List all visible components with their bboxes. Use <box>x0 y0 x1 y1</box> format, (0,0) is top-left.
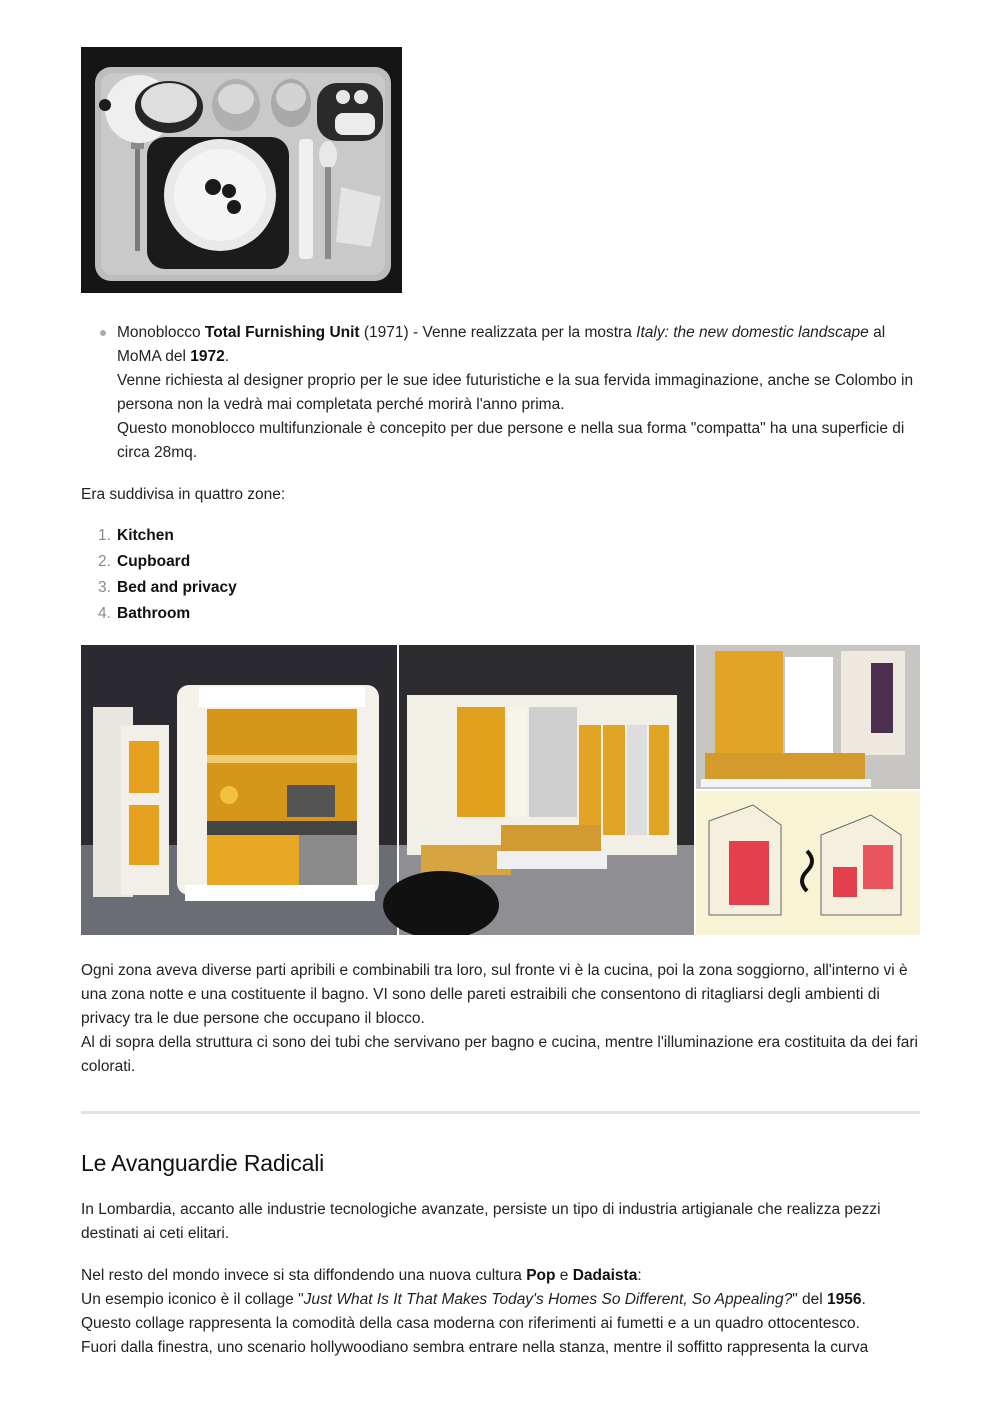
list-item <box>81 601 920 627</box>
text: Questo collage rappresenta la comodità della casa moderna con riferimenti ai fumetti e a un quadro ottocentesco. <box>81 1315 860 1332</box>
text: Fuori dalla finestra, uno scenario hollywoodiano sembra entrare nella stanza, mentre il soffitto rappresenta la curva <box>81 1339 869 1356</box>
list-item <box>81 575 920 601</box>
italic-text: Italy: the new domestic landscape <box>636 324 869 341</box>
zones-list <box>81 523 920 627</box>
description-paragraph <box>81 959 920 1079</box>
furnishing-unit-photos <box>81 645 920 935</box>
bold-text: Total Furnishing Unit <box>204 324 360 341</box>
zone-label: Cupboard <box>117 553 191 570</box>
list-item <box>81 549 920 575</box>
bullet-list <box>81 321 920 465</box>
bold-text: Dadaista <box>572 1267 638 1284</box>
italic-text: Just What Is It That Makes Today's Homes So Different, So Appealing? <box>303 1291 793 1308</box>
document-page <box>81 47 920 1360</box>
bold-text: Pop <box>526 1267 556 1284</box>
text: Venne richiesta al designer proprio per le sue idee futuristiche e la sua fervida immaginazione, anche se Colombo in persona non la vedrà mai completata perché morirà l'anno prima. <box>117 372 914 413</box>
list-number: 1. <box>98 527 111 544</box>
bullet-dot <box>100 330 106 336</box>
section-heading: Le Avanguardie Radicali <box>81 1150 325 1176</box>
isometric-drawing <box>696 791 920 935</box>
pop-paragraph <box>81 1264 920 1360</box>
text: . <box>224 348 230 365</box>
text: Ogni zona aveva diverse parti apribili e combinabili tra loro, sul fronte vi è la cucina, poi la zona soggiorno, all'interno vi è una zona notte e una costituente il bagno. VI sono delle pareti estraibili che consentono di ritagliarsi degli ambienti di privacy tra le due persone che occupano il blocco. <box>81 962 908 1027</box>
text: " del <box>792 1291 828 1308</box>
text: Un esempio iconico è il collage " <box>81 1291 304 1308</box>
beds-photo <box>383 645 694 935</box>
text: Questo monoblocco multifunzionale è concepito per due persone e nella sua forma "compatta" ha una superficie di circa 28mq. <box>117 420 905 461</box>
list-item <box>81 321 920 465</box>
section-divider <box>81 1111 920 1114</box>
list-number: 3. <box>98 579 111 596</box>
list-item <box>81 523 920 549</box>
text: Nel resto del mondo invece si sta diffondendo una nuova cultura <box>81 1267 527 1284</box>
bold-text: 1972 <box>190 348 225 365</box>
text: al MoMA del <box>117 324 886 365</box>
kitchen-photo <box>81 645 397 935</box>
zone-label: Bed and privacy <box>117 579 237 596</box>
zones-intro: Era suddivisa in quattro zone: <box>81 486 286 503</box>
list-number: 2. <box>98 553 111 570</box>
tray-photo <box>81 47 402 293</box>
wardrobe-photo <box>696 645 920 789</box>
text: e <box>555 1267 573 1284</box>
text: . <box>861 1291 866 1308</box>
text: (1971) - Venne realizzata per la mostra <box>359 324 637 341</box>
text: Monoblocco <box>117 324 205 341</box>
list-number: 4. <box>98 605 111 622</box>
lombardia-paragraph: In Lombardia, accanto alle industrie tecnologiche avanzate, persiste un tipo di industria artigianale che realizza pezzi destinati ai ceti elitari. <box>81 1201 881 1242</box>
zone-label: Bathroom <box>117 605 191 622</box>
text: : <box>637 1267 642 1284</box>
text: Al di sopra della struttura ci sono dei tubi che servivano per bagno e cucina, mentre l'illuminazione era costituita da dei fari colorati. <box>81 1034 918 1075</box>
zone-label: Kitchen <box>117 527 174 544</box>
bold-text: 1956 <box>827 1291 862 1308</box>
